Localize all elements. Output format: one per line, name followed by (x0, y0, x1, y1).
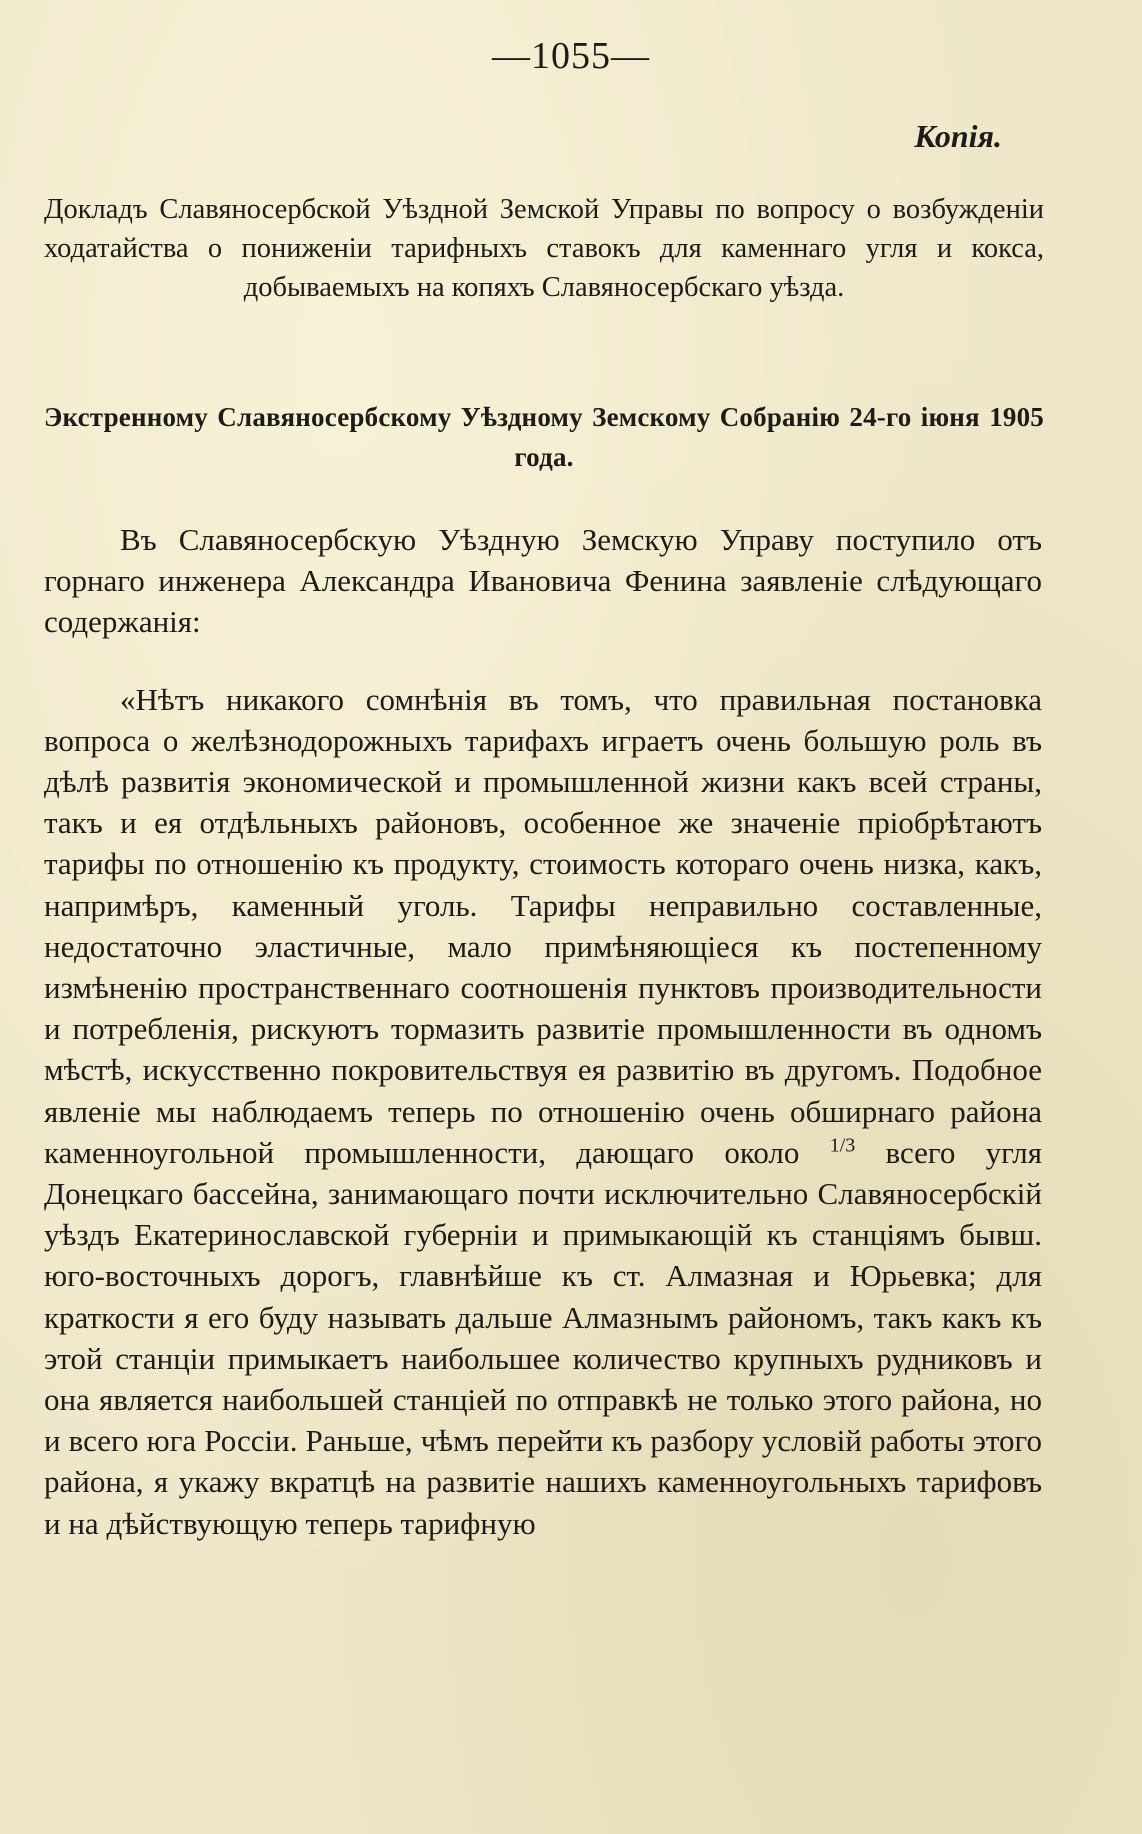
paragraph-text: «Нѣтъ никакого сомнѣнія въ томъ, что правильная постановка вопроса о желѣзнодорожныхъ тарифахъ играетъ очень большую роль въ дѣлѣ развитія экономической и промышленной жизни какъ всей страны, такъ и ея отдѣльныхъ районовъ, особенное же значеніе пріобрѣтаютъ тарифы по отношенію къ продукту, стоимость котораго очень низка, какъ, напримѣръ, каменный уголь. Тарифы неправильно составленные, недостаточно эластичные, мало примѣняющіеся къ постепенному измѣненію пространственнаго соотношенія пунктовъ производительности и потребленія, рискуютъ тормазить развитіе промышленности въ одномъ мѣстѣ, искусственно покровительствуя ея развитію въ другомъ. Подобное явленіе мы наблюдаемъ теперь по отношенію очень обширнаго района каменноугольной промышленности, дающаго около (44, 681, 1042, 1170)
page-number: —1055— (492, 35, 650, 77)
addressee-heading: Экстренному Славяносербскому Уѣздному Земскому Собранію 24-го іюня 1905 года. (44, 402, 1044, 472)
fraction: 1/3 (829, 1134, 856, 1157)
copy-mark: Копія. (914, 118, 1002, 154)
paragraph-text: всего угля Донецкаго бассейна, занимающаго почти исключительно Славяносербскій уѣздъ Екатеринославской губерніи и примыкающій къ станціямъ бывш. юго-восточныхъ дорогъ, главнѣйше къ ст. Алмазная и Юрьевка; для краткости я его буду называть дальше Алмазнымъ райономъ, такъ какъ къ этой станціи примыкаетъ наибольшее количество крупныхъ рудниковъ и она является наибольшей станціей по отправкѣ не только этого района, но и всего юга Россіи. Раньше, чѣмъ перейти къ разбору условій работы этого района, я укажу вкратцѣ на развитіе нашихъ каменноугольныхъ тарифовъ и на дѣйствующую теперь тарифную (44, 1134, 1043, 1541)
paragraph: Въ Славяносербскую Уѣздную Земскую Управу поступило отъ горнаго инженера Александра Ивановича Фенина заявленіе слѣдующаго содержанія: (44, 522, 1042, 640)
paragraph (44, 679, 1042, 1544)
report-title: Докладъ Славяносербской Уѣздной Земской Управы по вопросу о возбужденіи ходатайства о пониженіи тарифныхъ ставокъ для каменнаго угля и кокса, добываемыхъ на копяхъ Славяносербскаго уѣзда. (44, 194, 1044, 303)
body-text (44, 519, 1042, 1544)
